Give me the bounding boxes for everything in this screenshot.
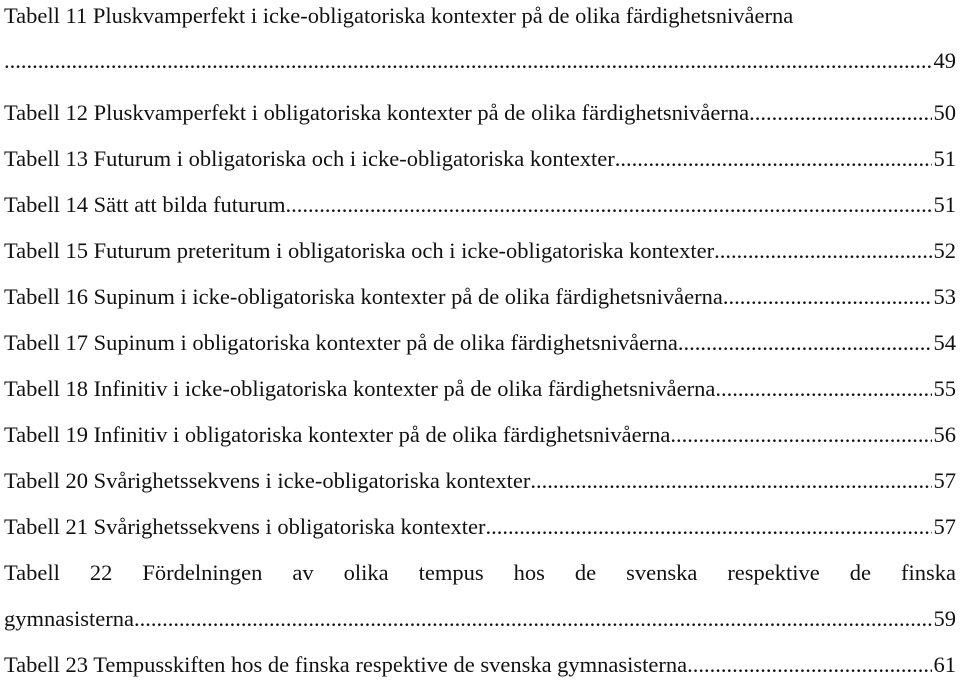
toc-entry-page: 49 xyxy=(933,48,956,73)
toc-entry-page: 51 xyxy=(933,146,956,171)
dot-leader xyxy=(715,366,931,412)
dot-leader xyxy=(4,31,932,90)
dot-leader xyxy=(714,228,931,274)
dot-leader xyxy=(530,458,931,504)
dot-leader xyxy=(723,274,932,320)
toc-entry-13[interactable] xyxy=(4,136,956,182)
dot-leader xyxy=(485,504,931,550)
dot-leader xyxy=(687,642,931,688)
toc-entry-15[interactable] xyxy=(4,228,956,274)
dot-leader xyxy=(749,90,931,136)
dot-leader xyxy=(678,320,932,366)
toc-entry-title: Tabell 22 Fördelningen av olika tempus hos de svenska respektive de finska xyxy=(4,560,956,585)
dot-leader xyxy=(615,136,932,182)
toc-entry-22-line2[interactable] xyxy=(4,596,956,642)
toc-entry-title: Tabell 12 Pluskvamperfekt i obligatoriska kontexter på de olika färdighetsnivåerna xyxy=(4,100,750,125)
toc-entry-page: 59 xyxy=(933,606,956,631)
toc-entry-20[interactable] xyxy=(4,458,956,504)
toc-entry-16[interactable] xyxy=(4,274,956,320)
toc-entry-title: Tabell 21 Svårighetssekvens i obligatoriska kontexter xyxy=(4,514,486,539)
toc-entry-title: Tabell 16 Supinum i icke-obligatoriska kontexter på de olika färdighetsnivåerna xyxy=(4,284,723,309)
toc-entry-title: Tabell 11 Pluskvamperfekt i icke-obligatoriska kontexter på de olika färdighetsnivåerna xyxy=(4,3,794,28)
toc-entry-page: 52 xyxy=(933,238,956,263)
dot-leader xyxy=(286,182,932,228)
table-of-tables xyxy=(4,0,956,688)
toc-entry-title: Tabell 14 Sätt att bilda futurum xyxy=(4,192,286,217)
toc-entry-title-continued: gymnasisterna xyxy=(4,606,134,631)
toc-entry-11-text[interactable] xyxy=(4,0,956,31)
toc-entry-19[interactable] xyxy=(4,412,956,458)
toc-entry-page: 57 xyxy=(933,468,956,493)
toc-entry-11-leader[interactable] xyxy=(4,31,956,90)
toc-entry-18[interactable] xyxy=(4,366,956,412)
toc-entry-page: 57 xyxy=(933,514,956,539)
toc-entry-21[interactable] xyxy=(4,504,956,550)
toc-entry-17[interactable] xyxy=(4,320,956,366)
toc-entry-page: 56 xyxy=(933,422,956,447)
toc-entry-title: Tabell 18 Infinitiv i icke-obligatoriska kontexter på de olika färdighetsnivåerna xyxy=(4,376,716,401)
toc-entry-page: 55 xyxy=(933,376,956,401)
dot-leader xyxy=(670,412,931,458)
toc-entry-12[interactable] xyxy=(4,90,956,136)
toc-entry-page: 61 xyxy=(933,652,956,677)
toc-entry-22-line1[interactable] xyxy=(4,550,956,596)
dot-leader xyxy=(134,596,932,642)
toc-entry-title: Tabell 20 Svårighetssekvens i icke-obligatoriska kontexter xyxy=(4,468,531,493)
toc-entry-title: Tabell 15 Futurum preteritum i obligatoriska och i icke-obligatoriska kontexter xyxy=(4,238,715,263)
toc-entry-page: 53 xyxy=(933,284,956,309)
toc-entry-title: Tabell 17 Supinum i obligatoriska kontexter på de olika färdighetsnivåerna xyxy=(4,330,678,355)
toc-entry-title: Tabell 19 Infinitiv i obligatoriska kontexter på de olika färdighetsnivåerna xyxy=(4,422,671,447)
toc-entry-page: 50 xyxy=(933,100,956,125)
toc-entry-23[interactable] xyxy=(4,642,956,688)
toc-entry-title: Tabell 23 Tempusskiften hos de finska respektive de svenska gymnasisterna xyxy=(4,652,688,677)
toc-entry-14[interactable] xyxy=(4,182,956,228)
toc-entry-page: 54 xyxy=(933,330,956,355)
toc-entry-title: Tabell 13 Futurum i obligatoriska och i icke-obligatoriska kontexter xyxy=(4,146,615,171)
toc-entry-page: 51 xyxy=(933,192,956,217)
